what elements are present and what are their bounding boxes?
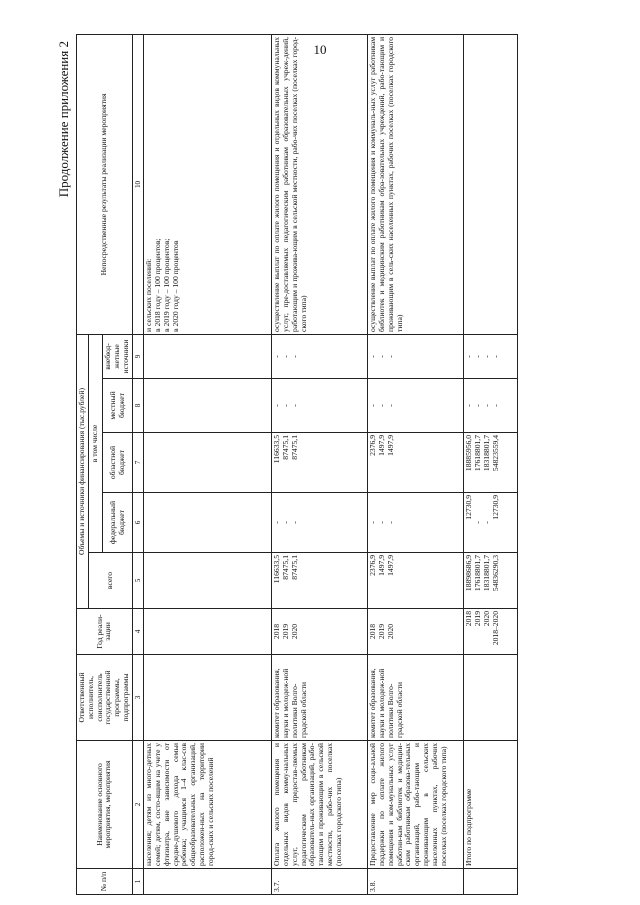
header-total: всего	[88, 553, 132, 609]
year-value: 2018	[464, 611, 474, 627]
header-results: Непосредственные результаты реализации мероприятия	[77, 34, 133, 334]
federal-value: -	[481, 521, 491, 524]
regional-cell	[144, 433, 272, 493]
column-number-row	[132, 34, 143, 894]
column-number: 3	[132, 655, 143, 741]
year-value: 2020	[481, 611, 491, 627]
column-number: 2	[132, 741, 143, 869]
responsible-executor: комитет образования, науки и молодеж-ной политики Волго-градской области	[368, 655, 464, 741]
header-no: № п/п	[77, 869, 133, 895]
table-row	[272, 34, 368, 894]
result-line: в 2019 году – 100 процентов;	[161, 238, 171, 332]
year-value: 2019	[376, 623, 386, 640]
header-in-that-number: в том числе	[88, 334, 103, 552]
regional-value: 2376,9	[368, 435, 378, 456]
page-number: 10	[313, 42, 327, 57]
header-volumes: Объемы и источники финансирования (тыс.рублей)	[77, 334, 89, 608]
header-federal: федеральный бюджет	[103, 493, 132, 553]
years-cell	[464, 609, 518, 655]
result-line: и сельских поселений:	[144, 258, 154, 332]
column-number: 5	[132, 553, 143, 609]
year-value: 2018	[368, 623, 378, 640]
result-line: в 2020 году – 100 процентов	[170, 240, 180, 332]
total-value: 18898686,9	[464, 555, 474, 592]
column-number: 9	[132, 334, 143, 378]
federal-value: 12730,9	[464, 495, 474, 520]
header-row-1	[77, 34, 89, 894]
local-cell	[464, 379, 518, 433]
header-local: местный бюджет	[103, 379, 132, 433]
local-value: -	[289, 404, 299, 407]
result-line: в 2018 году – 100 процентов;	[152, 238, 162, 332]
federal-cell	[144, 493, 272, 553]
federal-value: -	[289, 521, 299, 524]
total-value: 18318801,7	[481, 555, 491, 592]
table-row-subtotal	[464, 34, 518, 894]
financing-table	[76, 34, 518, 895]
total-cell	[144, 553, 272, 609]
local-value: -	[272, 404, 282, 407]
header-name: Наименование основного мероприятия, мероприятия	[77, 741, 133, 869]
row-number: 3.8.	[368, 869, 464, 895]
total-cell	[464, 553, 518, 609]
regional-value: 1497,9	[385, 435, 395, 456]
total-cell	[368, 553, 464, 609]
years-cell	[368, 609, 464, 655]
extra-value: -	[385, 355, 395, 358]
total-value: 116633,5	[272, 555, 282, 584]
year-value: 2019	[280, 623, 290, 640]
total-value: 1497,9	[376, 555, 386, 576]
measure-name: Оплата жилого помещения и отдельных видов комму-нальных услуг, предостав-ляемых педагогическим работникам образователь-ных организаций, рабо-тающим и проживающим в сельской местности, рабо-чих поселках (поселках городского типа)	[272, 741, 368, 869]
measure-name: Итого по подпрограмме	[464, 741, 518, 869]
extra-value: -	[472, 355, 482, 358]
federal-value: -	[385, 521, 395, 524]
header-extra: внебюд-жетные источники	[103, 334, 132, 378]
federal-value: -	[472, 521, 482, 524]
table-row	[144, 34, 272, 894]
federal-cell	[272, 493, 368, 553]
regional-value: 87475,1	[289, 435, 299, 460]
year-value: 2018	[272, 623, 282, 640]
federal-value: -	[272, 521, 282, 524]
federal-value: -	[280, 521, 290, 524]
total-value: 1497,9	[385, 555, 395, 576]
years-cell	[272, 609, 368, 655]
regional-value: 54823559,4	[490, 435, 500, 472]
extra-value: -	[490, 355, 500, 358]
column-number: 8	[132, 379, 143, 433]
federal-cell	[368, 493, 464, 553]
extra-value: -	[464, 355, 474, 358]
year-value: 2019	[472, 611, 482, 627]
row-number: 3.7.	[272, 869, 368, 895]
regional-cell	[464, 433, 518, 493]
extra-value: -	[280, 355, 290, 358]
regional-value: 87475,1	[280, 435, 290, 460]
regional-value: 17618801,7	[472, 435, 482, 472]
local-value: -	[481, 404, 491, 407]
regional-value: 1497,9	[376, 435, 386, 456]
measure-name: Предоставление мер соци-альной поддержки по оплате жилого помещения и ком-мунальных услуг работни-кам библиотек и медицин-ским работникам образова-тельных организаций, рабо-тающим и проживающим в сельских населенных пунктах, рабочих поселках (поселках городского типа)	[368, 741, 464, 869]
local-value: -	[280, 404, 290, 407]
regional-cell	[368, 433, 464, 493]
header-regional: областной бюджет	[103, 433, 132, 493]
total-value: 54836290,3	[490, 555, 500, 592]
column-number: 10	[132, 34, 143, 334]
local-value: -	[376, 404, 386, 407]
column-number: 7	[132, 433, 143, 493]
extra-value: -	[481, 355, 491, 358]
total-value: 2376,9	[368, 555, 378, 576]
extra-value: -	[272, 355, 282, 358]
results-cell: осуществление выплат по оплате жилого помещения и отдельных видов коммунальных услуг, пре-доставляемых педагогическим работникам образовательных учреж-дений, работающим и прожива-ющим в сельской местности, рабо-чих поселках (поселках город-ского типа)	[272, 34, 368, 334]
column-number: 6	[132, 493, 143, 553]
local-value: -	[385, 404, 395, 407]
responsible-executor: комитет образования, науки и молодеж-ной политики Волго-градской области	[272, 655, 368, 741]
column-number: 4	[132, 609, 143, 655]
extra-cell	[464, 334, 518, 378]
header-responsible: Ответственный исполнитель, соисполнитель государственной программы, подпрограммы	[77, 655, 133, 741]
local-cell	[368, 379, 464, 433]
extra-cell	[144, 334, 272, 378]
header-year: Год реали-зации	[77, 609, 133, 655]
year-value: 2020	[289, 623, 299, 640]
results-cell	[464, 34, 518, 334]
total-value: 87475,1	[280, 555, 290, 580]
results-cell: осуществление выплат по оплате жилого помещения и коммуналь-ных услуг работникам библиотек и медицинским работникам обра-зовательных учреждений, рабо-тающим и проживающим в сель-ских населенных пунктах, рабочих поселках (поселках городского типа)	[368, 34, 464, 334]
local-value: -	[472, 404, 482, 407]
row-number	[144, 869, 272, 895]
column-number: 1	[132, 869, 143, 895]
total-cell	[272, 553, 368, 609]
local-value: -	[368, 404, 378, 407]
federal-value: -	[368, 521, 378, 524]
federal-value: -	[376, 521, 386, 524]
extra-value: -	[376, 355, 386, 358]
row-number	[464, 869, 518, 895]
years-cell	[144, 609, 272, 655]
measure-name: населения; детям из много-детных семей; детям, состо-ящим на учете у фтизиатра, вне зависимости от средне-душевого дохода семьи ребенка; учащимся 1–4 клас-сов общеобразовательных организаций, расположен-ных на территории город-ских и сельских поселений	[144, 741, 272, 869]
federal-cell	[464, 493, 518, 553]
local-value: -	[464, 404, 474, 407]
regional-cell	[272, 433, 368, 493]
rotated-page-content	[52, 35, 612, 895]
extra-value: -	[368, 355, 378, 358]
federal-value: 12730,9	[490, 495, 500, 520]
year-value: 2018–2020	[490, 611, 500, 646]
extra-cell	[272, 334, 368, 378]
continuation-label: Продолжение приложения 2	[56, 41, 71, 198]
total-value: 87475,1	[289, 555, 299, 580]
year-value: 2020	[385, 623, 395, 640]
extra-cell	[368, 334, 464, 378]
regional-value: 116633,5	[272, 435, 282, 464]
local-value: -	[490, 404, 500, 407]
table-row	[368, 34, 464, 894]
responsible-executor	[464, 655, 518, 741]
regional-value: 18885956,0	[464, 435, 474, 472]
total-value: 17618801,7	[472, 555, 482, 592]
results-cell	[144, 34, 272, 334]
local-cell	[144, 379, 272, 433]
extra-value: -	[289, 355, 299, 358]
regional-value: 18318801,7	[481, 435, 491, 472]
responsible-executor	[144, 655, 272, 741]
local-cell	[272, 379, 368, 433]
